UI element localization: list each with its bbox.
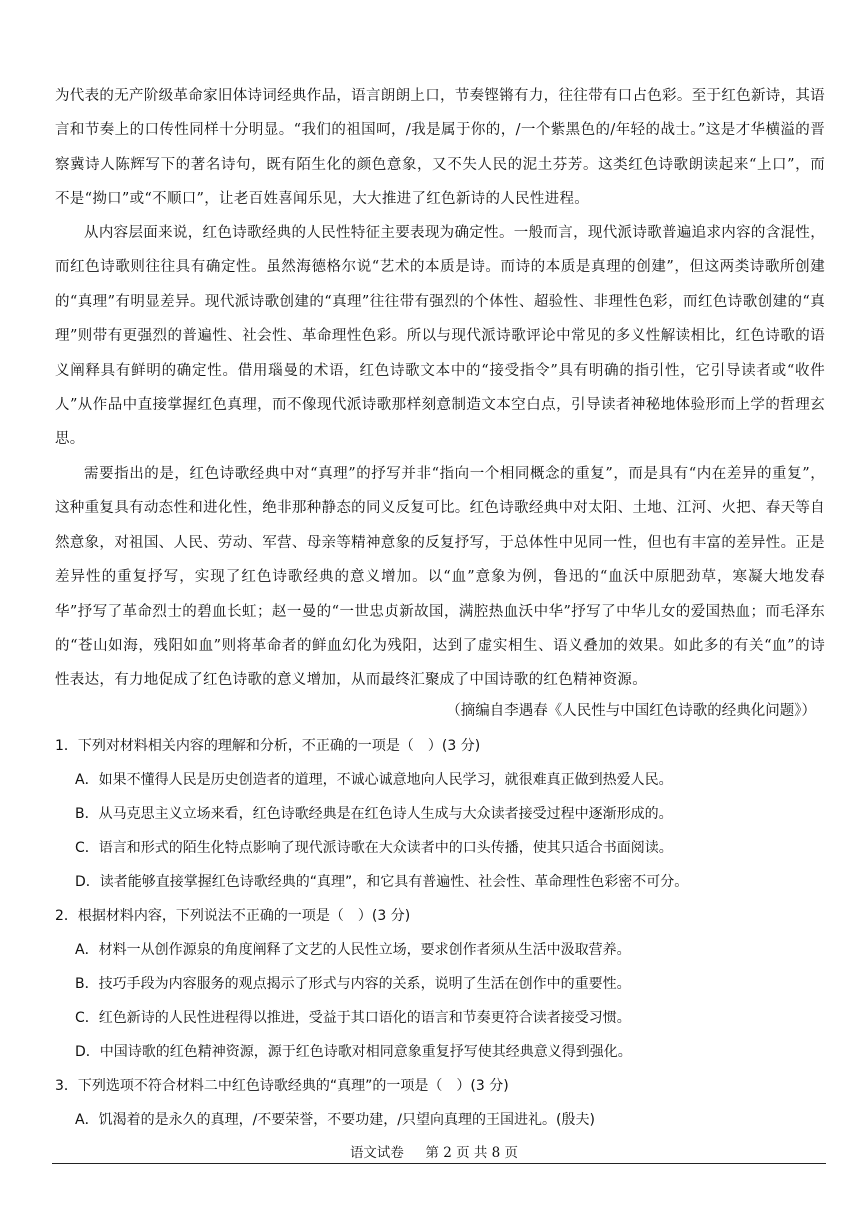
option-a: A．材料一从创作源泉的角度阐释了文艺的人民性立场，要求创作者须从生活中汲取营养。 [75,942,631,958]
passage-paragraph-2: 从内容层面来说，红色诗歌经典的人民性特征主要表现为确定性。一般而言，现代派诗歌普遍追求内容的含混性，而红色诗歌则往往具有确定性。虽然海德格尔说“艺术的本质是诗。而诗的本质是真理的创建”，但这两类诗歌所创建的“真理”有明显差异。现代派诗歌创建的“真理”往往带有强烈的个体性、超验性、非理性色彩，而红色诗歌创建的“真理”则带有更强烈的普遍性、社会性、革命理性色彩。所以与现代派诗歌评论中常见的多义性解读相比，红色诗歌的语义阐释具有鲜明的确定性。借用瑙曼的术语，红色诗歌文本中的“接受指令”具有明确的指引性，它引导读者或“收件人”从作品中直接掌握红色真理，而不像现代派诗歌那样刻意制造文本空白点，引导读者神秘地体验形而上学的哲理玄思。 [55,225,825,448]
option-d: D．中国诗歌的红色精神资源，源于红色诗歌对相同意象重复抒写使其经典意义得到强化。 [75,1044,632,1060]
footer-rule [52,1163,826,1164]
option-a: A．饥渴着的是永久的真理，/不要荣誉，不要功建，/只望向真理的王国进礼。(殷夫) [75,1112,595,1128]
option-b: B．从马克思主义立场来看，红色诗歌经典是在红色诗人生成与大众读者接受过程中逐渐形成的。 [75,806,673,822]
question-stem: 3．下列选项不符合材料二中红色诗歌经典的“真理”的一项是（ ）(3 分) [55,1078,509,1094]
option-d: D．读者能够直接掌握红色诗歌经典的“真理”，和它具有普遍性、社会性、革命理性色彩密不可分。 [75,874,689,890]
footer-subject: 语文试卷 [349,1145,404,1161]
question-2 [55,899,825,1069]
option-c: C．红色新诗的人民性进程得以推进，受益于其口语化的语言和节奏更符合读者接受习惯。 [75,1010,631,1026]
footer-page-info: 第 2 页 共 8 页 [425,1145,519,1161]
option-b: B．技巧手段为内容服务的观点揭示了形式与内容的关系，说明了生活在创作中的重要性。 [75,976,631,992]
option-a: A．如果不懂得人民是历史创造者的道理，不诚心诚意地向人民学习，就很难真正做到热爱人民。 [75,772,673,788]
source-citation: （摘编自李遇春《人民性与中国红色诗歌的经典化问题》） [446,703,816,719]
option-c: C．语言和形式的陌生化特点影响了现代派诗歌在大众读者中的口头传播，使其只适合书面阅读。 [75,840,673,856]
question-3 [55,1069,825,1137]
question-stem: 1．下列对材料相关内容的理解和分析，不正确的一项是（ ）(3 分) [55,738,481,754]
question-stem: 2．根据材料内容，下列说法不正确的一项是（ ）(3 分) [55,908,411,924]
page-footer [0,1141,868,1161]
question-1 [55,729,825,899]
passage-paragraph-1: 为代表的无产阶级革命家旧体诗词经典作品，语言朗朗上口，节奏铿锵有力，往往带有口占色彩。至于红色新诗，其语言和节奏上的口传性同样十分明显。“我们的祖国呵，/我是属于你的，/一个紫黑色的/年轻的战士。”这是才华横溢的晋察冀诗人陈辉写下的著名诗句，既有陌生化的颜色意象，又不失人民的泥土芬芳。这类红色诗歌朗读起来“上口”，而不是“拗口”或“不顺口”，让老百姓喜闻乐见，大大推进了红色新诗的人民性进程。 [55,88,825,208]
passage-paragraph-3: 需要指出的是，红色诗歌经典中对“真理”的抒写并非“指向一个相同概念的重复”，而是具有“内在差异的重复”，这种重复具有动态性和进化性，绝非那种静态的同义反复可比。红色诗歌经典中对太阳、土地、江河、火把、春天等自然意象，对祖国、人民、劳动、军营、母亲等精神意象的反复抒写，于总体性中见同一性，但也有丰富的差异性。正是差异性的重复抒写，实现了红色诗歌经典的意义增加。以“血”意象为例，鲁迅的“血沃中原肥劲草，寒凝大地发春华”抒写了革命烈士的碧血长虹；赵一曼的“一世忠贞新故国，满腔热血沃中华”抒写了中华儿女的爱国热血；而毛泽东的“苍山如海，残阳如血”则将革命者的鲜血幻化为残阳，达到了虚实相生、语义叠加的效果。如此多的有关“血”的诗性表达，有力地促成了红色诗歌的意义增加，从而最终汇聚成了中国诗歌的红色精神资源。 [55,466,825,689]
